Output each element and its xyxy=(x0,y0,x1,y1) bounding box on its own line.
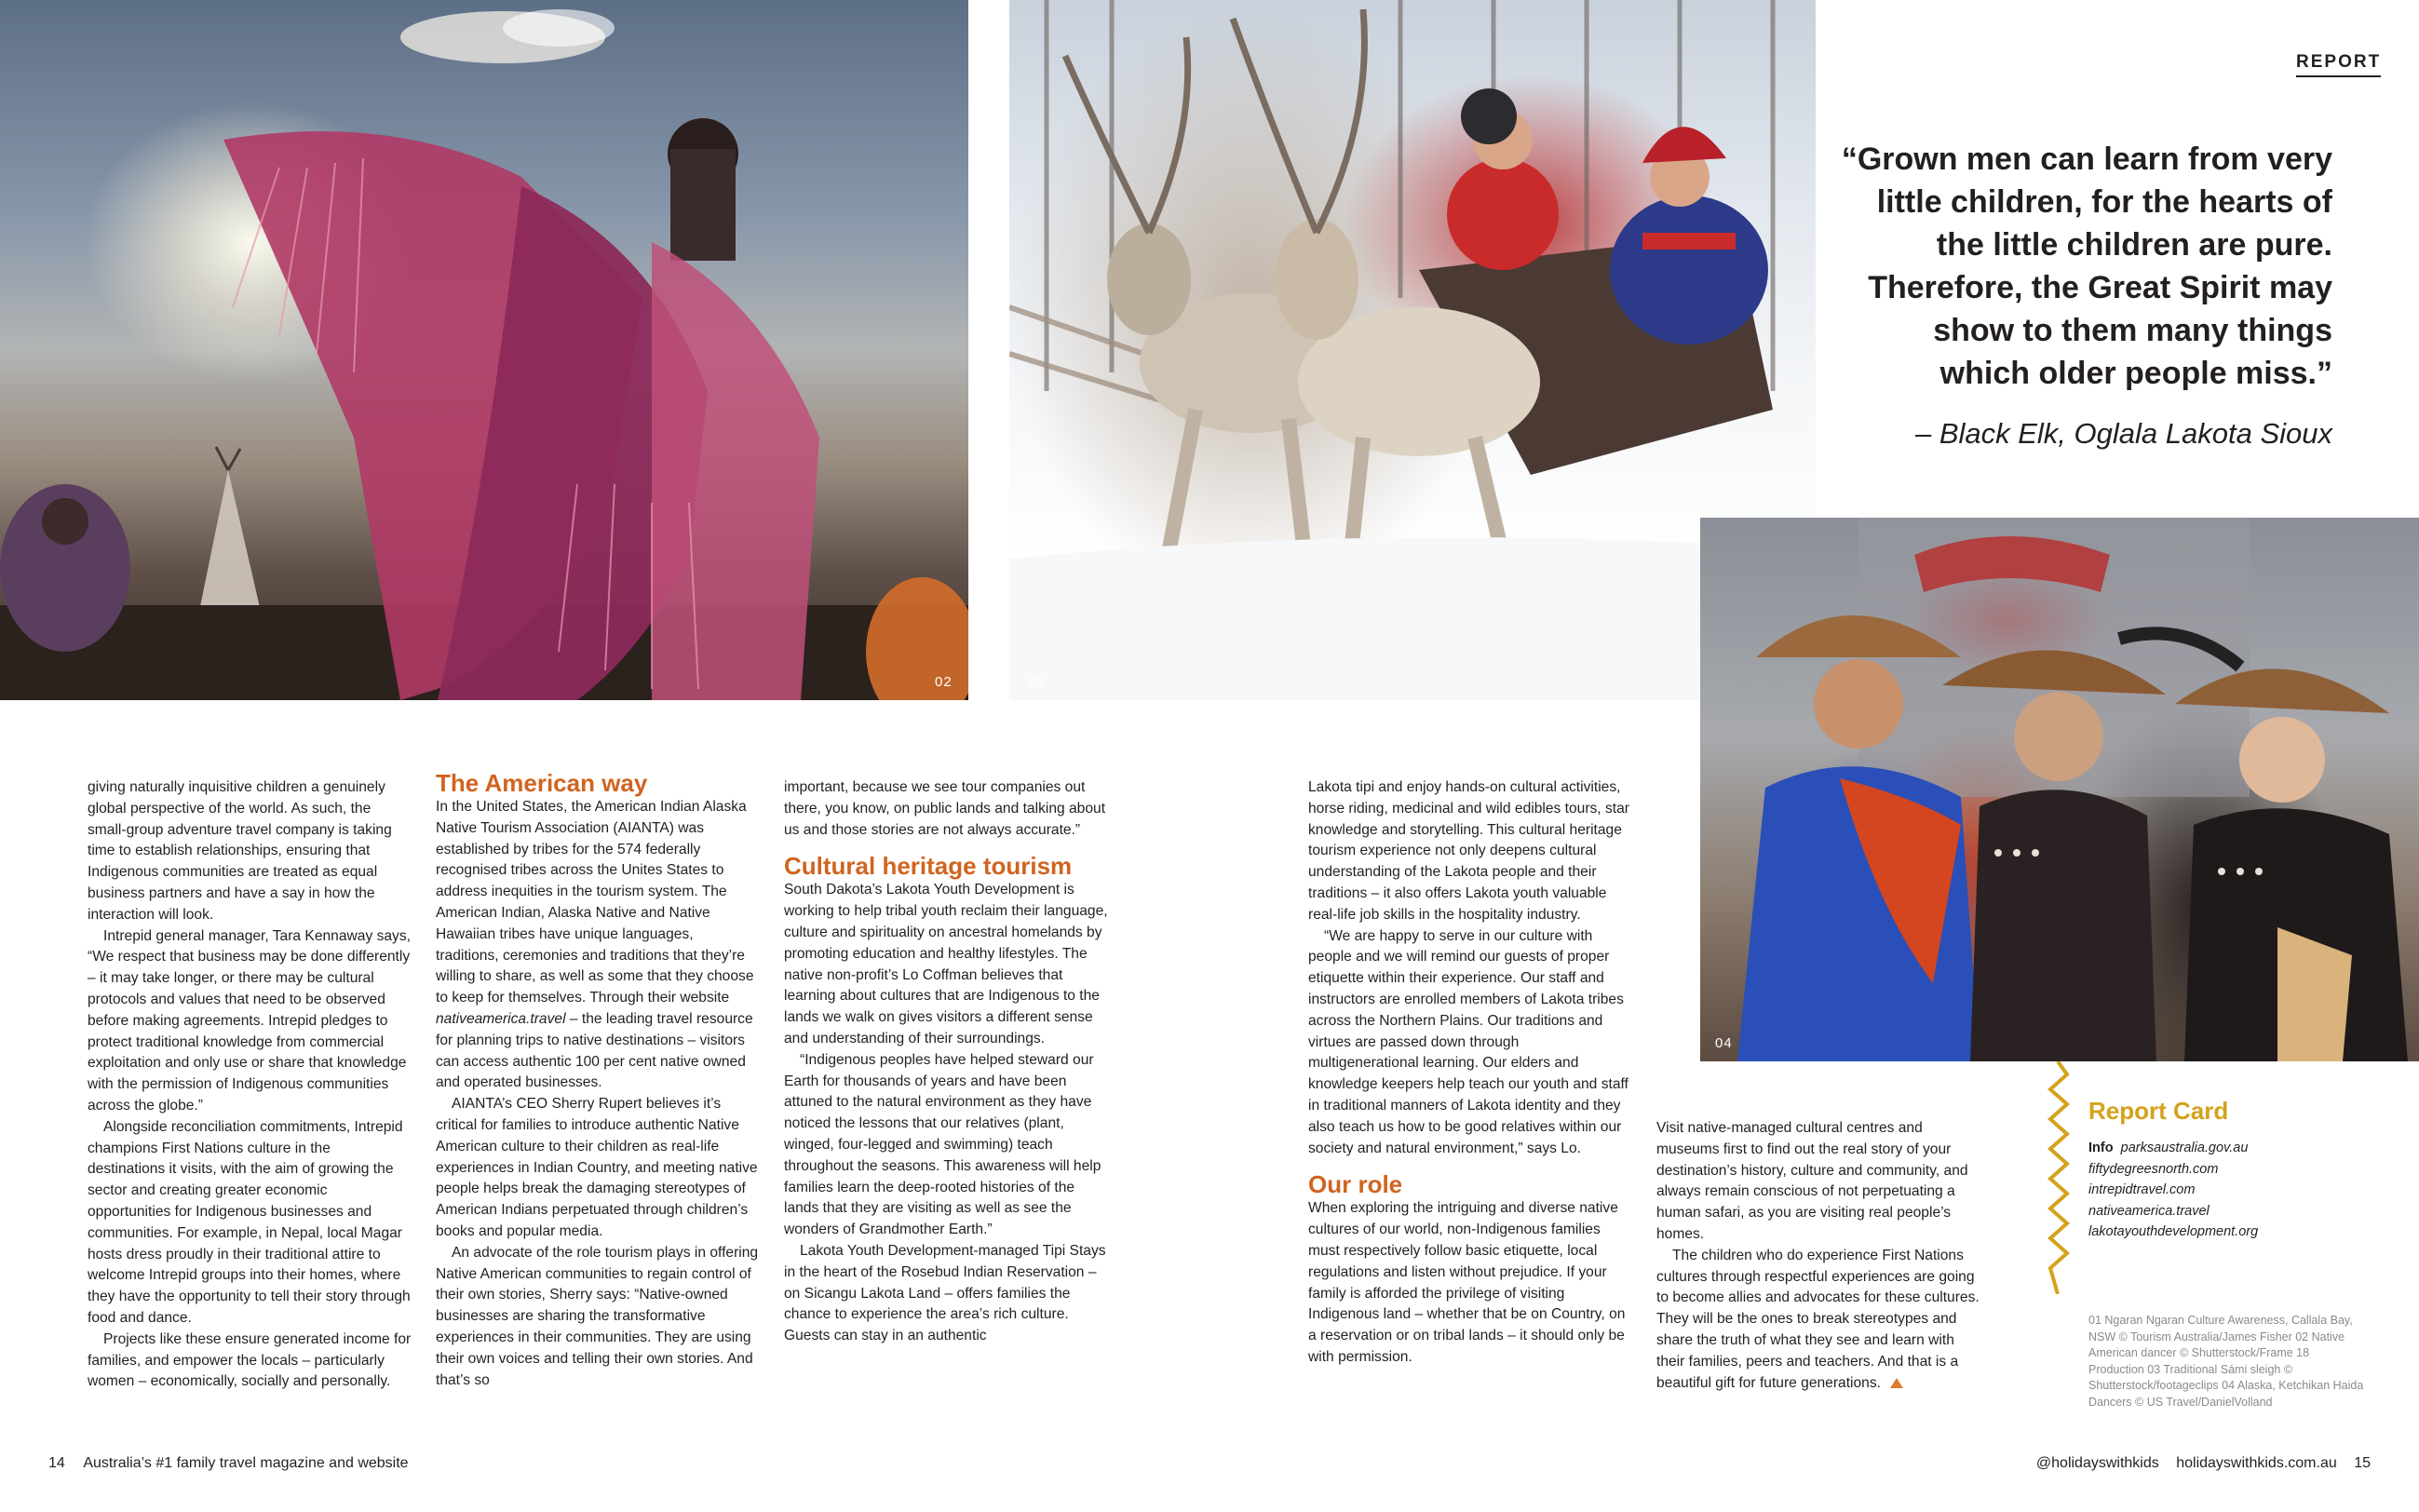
paragraph-text: The children who do experience First Nations cultures through respectful experiences are going to become allies and advocates for these cultures. They will be the ones to break stereotypes and share the truth of what they see and learn with their families, peers and teachers. And that is a beautiful gift for future generations. xyxy=(1656,1247,1980,1391)
paragraph xyxy=(1656,1246,1980,1395)
paragraph: Lakota Youth Development-managed Tipi Stays in the heart of the Rosebud Indian Reservation – on Sicangu Lakota Land – offers families the chance to experience the area’s rich culture. Guests can stay in an authentic xyxy=(784,1242,1106,1344)
photo-captions: 01 Ngaran Ngaran Culture Awareness, Callala Bay, NSW © Tourism Australia/James Fisher 02 Native American dancer © Shutterstock/Frame 18 Production 03 Traditional Sámi sleigh © Shutterstock/footageclips 04 Alaska, Ketchikan Haida Dancers © US Travel/DanielVolland xyxy=(2088,1314,2364,1409)
paragraph: important, because we see tour companies out there, you know, on public lands and talking about us and those stories are not always accurate.” xyxy=(784,779,1106,838)
footer-tagline: Australia’s #1 family travel magazine and website xyxy=(83,1455,409,1471)
report-card-title: Report Card xyxy=(2088,1097,2229,1125)
children-illustration xyxy=(1700,518,2419,1061)
pull-quote: “Grown men can learn from very little children, for the hearts of the little children are pure. Therefore, the Great Spirit may show to them many things which older people miss.” xyxy=(1841,142,2332,391)
article-column-5 xyxy=(1656,1118,1980,1394)
photo-number-04: 04 xyxy=(1715,1035,1733,1051)
paragraph: AIANTA’s CEO Sherry Rupert believes it’s critical for families to introduce authentic Native American culture to their children as real-life experiences in Indian Country, and meeting native people helps break the damaging stereotypes of American Indians perpetuated through children’s books and popular media. xyxy=(436,1096,758,1239)
page-number-right: 15 xyxy=(2354,1455,2371,1471)
report-card-link[interactable]: nativeamerica.travel xyxy=(2088,1203,2210,1219)
paragraph: Intrepid general manager, Tara Kennaway says, “We respect that business may be done differently – it may take longer, or there may be cultural protocols and values that need to be observed before making agreements. Intrepid pledges to protect traditional knowledge from commercial exploitation and only use or share that knowledge with the permission of Indigenous communities across the globe.” xyxy=(88,927,411,1114)
paragraph: An advocate of the role tourism plays in offering Native American communities to regain control of their own stories, Sherry says: “Native-owned businesses are sharing the transformative experiences in their communities. They are using their own voices and telling their own stories. And that’s so xyxy=(436,1244,759,1388)
dancer-illustration xyxy=(0,0,968,700)
article-column-1 xyxy=(88,777,412,1393)
paragraph: Visit native-managed cultural centres and museums first to find out the real story of your destination’s history, culture and community, and always remain conscious of not perpetuating a human safari, as you are visiting real people’s homes. xyxy=(1656,1120,1968,1242)
paragraph-text: In the United States, the American Indian Alaska Native Tourism Association (AIANTA) was established by tribes for the 574 federally recognised tribes across the Unites States to address inequities in the tourism system. The American Indian, Alaska Native and Native Hawaiian tribes have unique languages, traditions, ceremonies and traditions that they’re willing to share, as well as some that they choose to keep for themselves. Through their website xyxy=(436,799,754,1006)
paragraph: “Indigenous peoples have helped steward our Earth for thousands of years and have been attuned to the natural environment as they have noticed the lessons that our relatives (plant, winged, four-legged and swimming) teach throughout the seasons. This awareness will help families learn the deep-rooted histories of the lands that they are visiting as well as see the wonders of Grandmother Earth.” xyxy=(784,1051,1101,1238)
children-photo xyxy=(1700,518,2419,1061)
dancer-photo xyxy=(0,0,968,700)
report-card-link[interactable]: lakotayouthdevelopment.org xyxy=(2088,1224,2259,1240)
paragraph: Projects like these ensure generated income for families, and empower the locals – particularly women – economically, socially and personally. xyxy=(88,1330,412,1390)
zigzag-icon xyxy=(2045,1061,2073,1294)
paragraph: Alongside reconciliation commitments, Intrepid champions First Nations culture in the destinations it visits, with the aim of growing the sector and creating greater economic opportunities for Indigenous businesses and communities. For example, in Nepal, local Magar hosts dress proudly in their traditional attire to welcome Intrepid groups into their homes, where they have the opportunity to tell their story through food and dance. xyxy=(88,1118,411,1326)
article-column-2 xyxy=(436,765,760,1391)
paragraph xyxy=(436,797,760,1094)
paragraph: “We are happy to serve in our culture with people and we will remind our guests of proper etiquette within their experience. Our staff and instructors are enrolled members of Lakota tribes across the Northern Plains. Our traditions and virtues are passed down through multigenerational learning. Our elders and knowledge keepers help teach our youth and staff in traditional manners of Lakota identity and they also teach us how to be good relatives within our society and natural environment,” says Lo. xyxy=(1308,927,1628,1156)
photo-number-03: 03 xyxy=(1028,674,1046,690)
footer-right xyxy=(2023,1455,2371,1472)
footer-left xyxy=(48,1455,409,1472)
report-card-links xyxy=(2088,1138,2258,1243)
paragraph-text: – the leading travel resource for planning trips to native destinations – visitors can access authentic 100 per cent native owned and operated businesses. xyxy=(436,1010,753,1091)
article-column-4 xyxy=(1308,777,1632,1369)
inline-link[interactable]: nativeamerica.travel xyxy=(436,1010,566,1027)
paragraph: giving naturally inquisitive children a genuinely global perspective of the world. As such, the small-group adventure travel company is taking time to establish relationships, ensuring that Indigenous communities are treated as equal business partners and have a say in how the interaction will look. xyxy=(88,779,392,923)
info-label: Info xyxy=(2088,1141,2114,1155)
report-card-link[interactable]: parksaustralia.gov.au xyxy=(2120,1141,2249,1155)
paragraph: When exploring the intriguing and diverse native cultures of our world, non-Indigenous families must respectively follow basic etiquette, local regulations and listen without prejudice. If your family is afforded the privilege of visiting Indigenous land – whether that be on Country, on a reservation or on tribal lands – it should only be with permission. xyxy=(1308,1200,1626,1365)
section-heading-our-role: Our role xyxy=(1308,1170,1403,1199)
footer-social-handle[interactable]: @holidayswithkids xyxy=(2035,1455,2159,1471)
report-card-link[interactable]: intrepidtravel.com xyxy=(2088,1182,2196,1198)
end-of-article-icon xyxy=(1890,1378,1903,1388)
photo-number-02: 02 xyxy=(935,674,953,690)
report-card-row xyxy=(2088,1138,2258,1159)
section-heading-cultural-heritage: Cultural heritage tourism xyxy=(784,852,1073,881)
paragraph: Lakota tipi and enjoy hands-on cultural activities, horse riding, medicinal and wild edibles tours, star knowledge and storytelling. This cultural heritage tourism experience not only deepens cultural understanding of the Lakota people and their traditions – it also offers Lakota youth valuable real-life job skills in the hospitality industry. xyxy=(1308,779,1629,923)
article-column-3 xyxy=(784,777,1108,1347)
section-label: REPORT xyxy=(2296,52,2381,77)
reindeer-sleigh-photo xyxy=(1009,0,1816,700)
section-heading-american-way: The American way xyxy=(436,769,648,797)
reindeer-illustration xyxy=(1009,0,1816,700)
report-card-link[interactable]: fiftydegreesnorth.com xyxy=(2088,1161,2219,1177)
footer-website[interactable]: holidayswithkids.com.au xyxy=(2176,1455,2337,1471)
page-number-left: 14 xyxy=(48,1455,65,1471)
pull-quote-attribution: – Black Elk, Oglala Lakota Sioux xyxy=(1914,417,2332,450)
paragraph: South Dakota’s Lakota Youth Development is working to help tribal youth reclaim their language, culture and spirituality on ancestral homelands by promoting education and healthy lifestyles. The native non-profit’s Lo Coffman believes that learning about cultures that are Indigenous to the lands we walk on gives visitors a different sense and understanding of their surroundings. xyxy=(784,882,1108,1046)
